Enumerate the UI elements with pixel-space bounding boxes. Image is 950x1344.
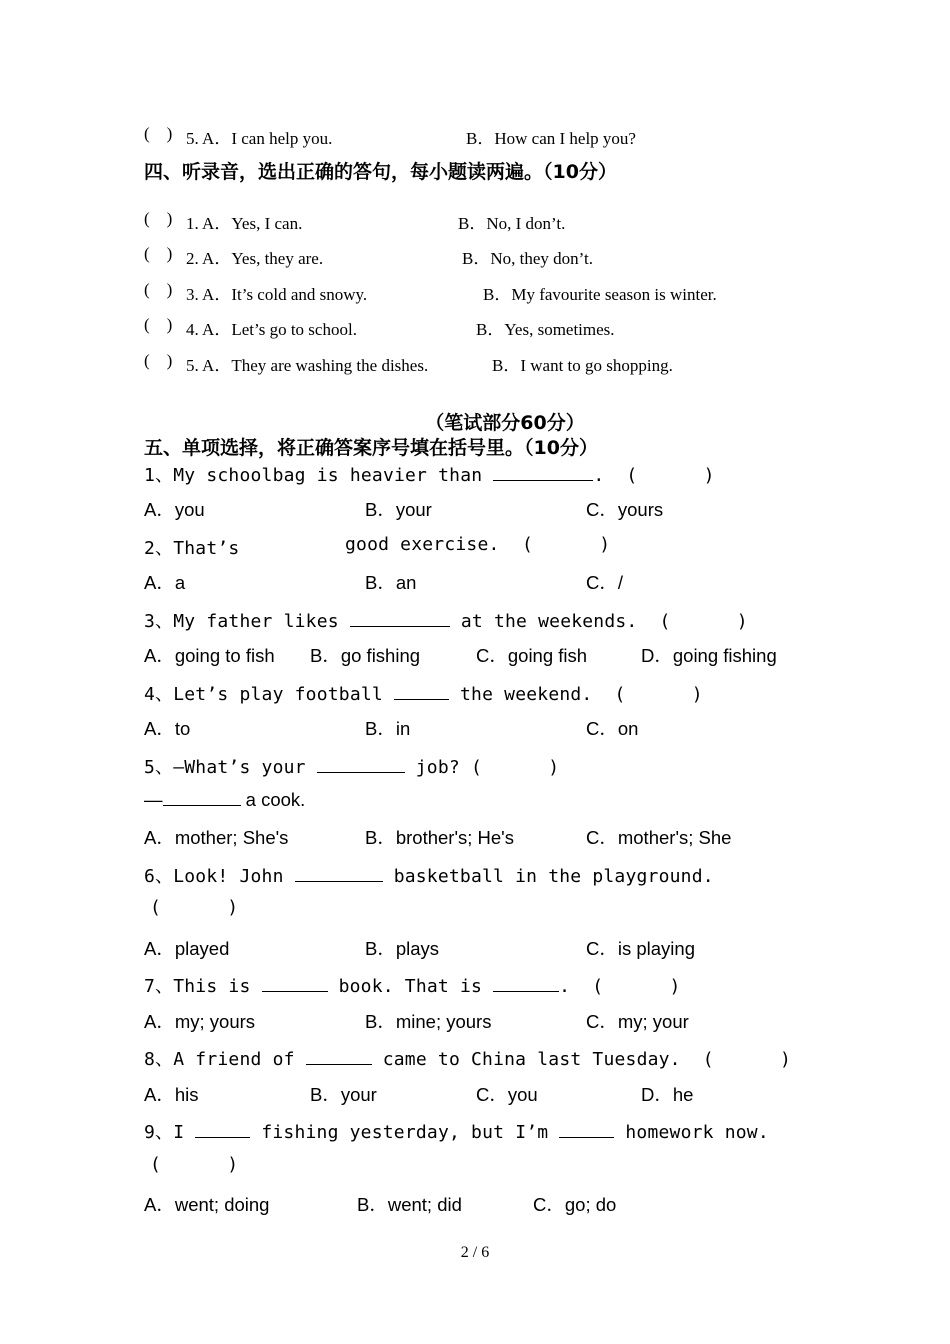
paren-blank[interactable]: ( ) — [144, 315, 173, 334]
option-a: A．mother; She's — [144, 827, 289, 848]
paren-blank[interactable]: ( ) — [144, 351, 173, 370]
option-b: B．I want to go shopping. — [492, 356, 673, 375]
option-b: B．My favourite season is winter. — [483, 285, 717, 304]
option-c: C．is playing — [586, 938, 695, 959]
option-a: 5. A．They are washing the dishes. — [186, 356, 429, 375]
option-c: C．my; your — [586, 1011, 689, 1032]
option-c: C．on — [586, 718, 639, 739]
question-2-rest: good exercise. — [345, 534, 500, 555]
option-a: 3. A．It’s cold and snowy. — [186, 285, 368, 304]
option-a: 4. A．Let’s go to school. — [186, 320, 357, 339]
section-four-heading: 四、听录音，选出正确的答句，每小题读两遍。（10分） — [144, 161, 617, 183]
answer-blank[interactable] — [493, 463, 593, 481]
option-b: B．Yes, sometimes. — [476, 320, 615, 339]
option-b: B．in — [365, 718, 411, 739]
option-a: A．went; doing — [144, 1194, 270, 1215]
option-b: B．your — [365, 499, 432, 520]
question-8: 8、A friend of came to China last Tuesday. ( ) — [144, 1049, 792, 1070]
option-c: C．yours — [586, 499, 664, 520]
option-a: 5. A．I can help you. — [186, 129, 333, 148]
option-a: A．a — [144, 572, 186, 593]
question-1: 1、My schoolbag is heavier than . ( ) — [144, 465, 715, 486]
option-c: C．going fish — [476, 645, 588, 666]
answer-blank[interactable] — [394, 682, 449, 700]
paren-blank[interactable]: ( ) — [150, 897, 239, 918]
question-5-reply: — a cook. — [144, 789, 306, 810]
answer-blank[interactable] — [195, 1120, 250, 1138]
section-five-heading: 五、单项选择，将正确答案序号填在括号里。（10分） — [144, 437, 598, 459]
answer-blank[interactable] — [493, 974, 559, 992]
paren-blank[interactable]: ( ) — [150, 1154, 239, 1175]
option-b: B．brother's; He's — [365, 827, 514, 848]
answer-blank[interactable] — [317, 755, 405, 773]
option-a: A．played — [144, 938, 230, 959]
written-part-title: （笔试部分60分） — [425, 412, 585, 434]
option-b: B．No, they don’t. — [462, 249, 593, 268]
question-3: 3、My father likes at the weekends. ( ) — [144, 611, 748, 632]
option-b: B．go fishing — [310, 645, 421, 666]
answer-blank[interactable] — [559, 1120, 614, 1138]
question-6: 6、Look! John basketball in the playground. — [144, 866, 714, 887]
option-d: D．going fishing — [641, 645, 777, 666]
answer-blank[interactable] — [163, 788, 241, 806]
paren-blank[interactable]: ( ) — [144, 244, 173, 263]
option-b: B．No, I don’t. — [458, 214, 566, 233]
option-a: A．going to fish — [144, 645, 275, 666]
question-5: 5、—What’s your job? ( ) — [144, 757, 560, 778]
option-c: C．go; do — [533, 1194, 617, 1215]
option-b: B．your — [310, 1084, 377, 1105]
option-a: A．you — [144, 499, 205, 520]
option-a: 2. A．Yes, they are. — [186, 249, 324, 268]
option-c: C．mother's; She — [586, 827, 732, 848]
option-d: D．he — [641, 1084, 694, 1105]
option-a: 1. A．Yes, I can. — [186, 214, 303, 233]
option-b: B．mine; yours — [365, 1011, 492, 1032]
option-c: C．you — [476, 1084, 538, 1105]
option-a: A．my; yours — [144, 1011, 256, 1032]
option-b: B．an — [365, 572, 417, 593]
option-b: B．plays — [365, 938, 440, 959]
question-9: 9、I fishing yesterday, but I’m homework now. — [144, 1122, 769, 1143]
page-number: 2 / 6 — [460, 1244, 490, 1261]
paren-blank[interactable]: ( ) — [144, 209, 173, 228]
option-b: B．went; did — [357, 1194, 462, 1215]
answer-blank[interactable] — [295, 864, 383, 882]
answer-blank[interactable] — [306, 1047, 372, 1065]
paren-blank[interactable]: ( ) — [144, 124, 173, 143]
question-4: 4、Let’s play football the weekend. ( ) — [144, 684, 703, 705]
option-a: A．to — [144, 718, 191, 739]
question-7: 7、This is book. That is . ( ) — [144, 976, 681, 997]
option-c: C．/ — [586, 572, 624, 593]
option-a: A．his — [144, 1084, 199, 1105]
answer-blank[interactable] — [350, 609, 450, 627]
answer-blank[interactable] — [262, 974, 328, 992]
question-2: 2、That’s — [144, 538, 240, 559]
paren-blank[interactable]: ( ) — [144, 280, 173, 299]
option-b: B．How can I help you? — [466, 129, 636, 148]
paren-blank[interactable]: ( ) — [522, 534, 611, 555]
